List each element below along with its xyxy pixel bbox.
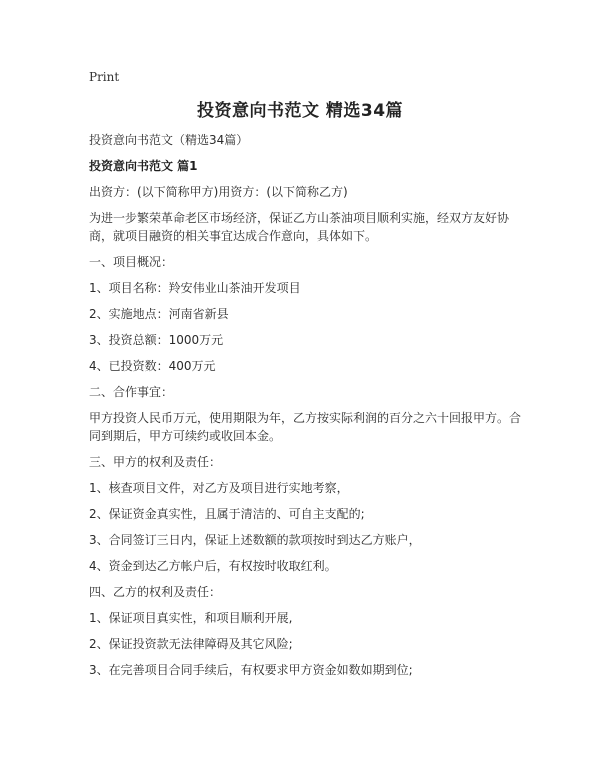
list-item: 3、合同签订三日内，保证上述数额的款项按时到达乙方账户， bbox=[89, 533, 421, 547]
print-link[interactable]: Print bbox=[89, 70, 120, 84]
list-item: 4、已投资数：400万元 bbox=[89, 359, 216, 373]
section-party-b-rights: 四、乙方的权利及责任： bbox=[89, 585, 222, 599]
parties-line: 出资方：(以下简称甲方)用资方：(以下简称乙方) bbox=[89, 185, 348, 199]
intro-line: 投资意向书范文（精选34篇） bbox=[89, 133, 249, 147]
list-item: 2、保证资金真实性，且属于清洁的、可自主支配的; bbox=[89, 507, 365, 521]
document-body bbox=[89, 131, 521, 687]
section-cooperation: 二、合作事宜： bbox=[89, 385, 174, 399]
list-item: 4、资金到达乙方帐户后，有权按时收取红利。 bbox=[89, 559, 337, 573]
list-item: 3、在完善项目合同手续后，有权要求甲方资金如数如期到位; bbox=[89, 663, 413, 677]
section-heading: 投资意向书范文 篇1 bbox=[89, 159, 198, 173]
cooperation-paragraph: 甲方投资人民币万元，使用期限为年，乙方按实际利润的百分之六十回报甲方。合同到期后，甲方可续约或收回本金。 bbox=[89, 411, 522, 443]
list-item: 1、项目名称：羚安伟业山茶油开发项目 bbox=[89, 281, 301, 295]
section-party-a-rights: 三、甲方的权利及责任： bbox=[89, 455, 222, 469]
section-project-overview: 一、项目概况： bbox=[89, 255, 174, 269]
list-item: 1、保证项目真实性，和项目顺利开展, bbox=[89, 611, 293, 625]
purpose-paragraph: 为进一步繁荣革命老区市场经济，保证乙方山茶油项目顺利实施，经双方友好协商，就项目融资的相关事宜达成合作意向，具体如下。 bbox=[89, 211, 510, 243]
list-item: 2、保证投资款无法律障碍及其它风险; bbox=[89, 637, 293, 651]
list-item: 2、实施地点：河南省新县 bbox=[89, 307, 229, 321]
list-item: 3、投资总额：1000万元 bbox=[89, 333, 224, 347]
list-item: 1、核查项目文件，对乙方及项目进行实地考察， bbox=[89, 481, 349, 495]
document-title: 投资意向书范文 精选34篇 bbox=[196, 101, 404, 121]
